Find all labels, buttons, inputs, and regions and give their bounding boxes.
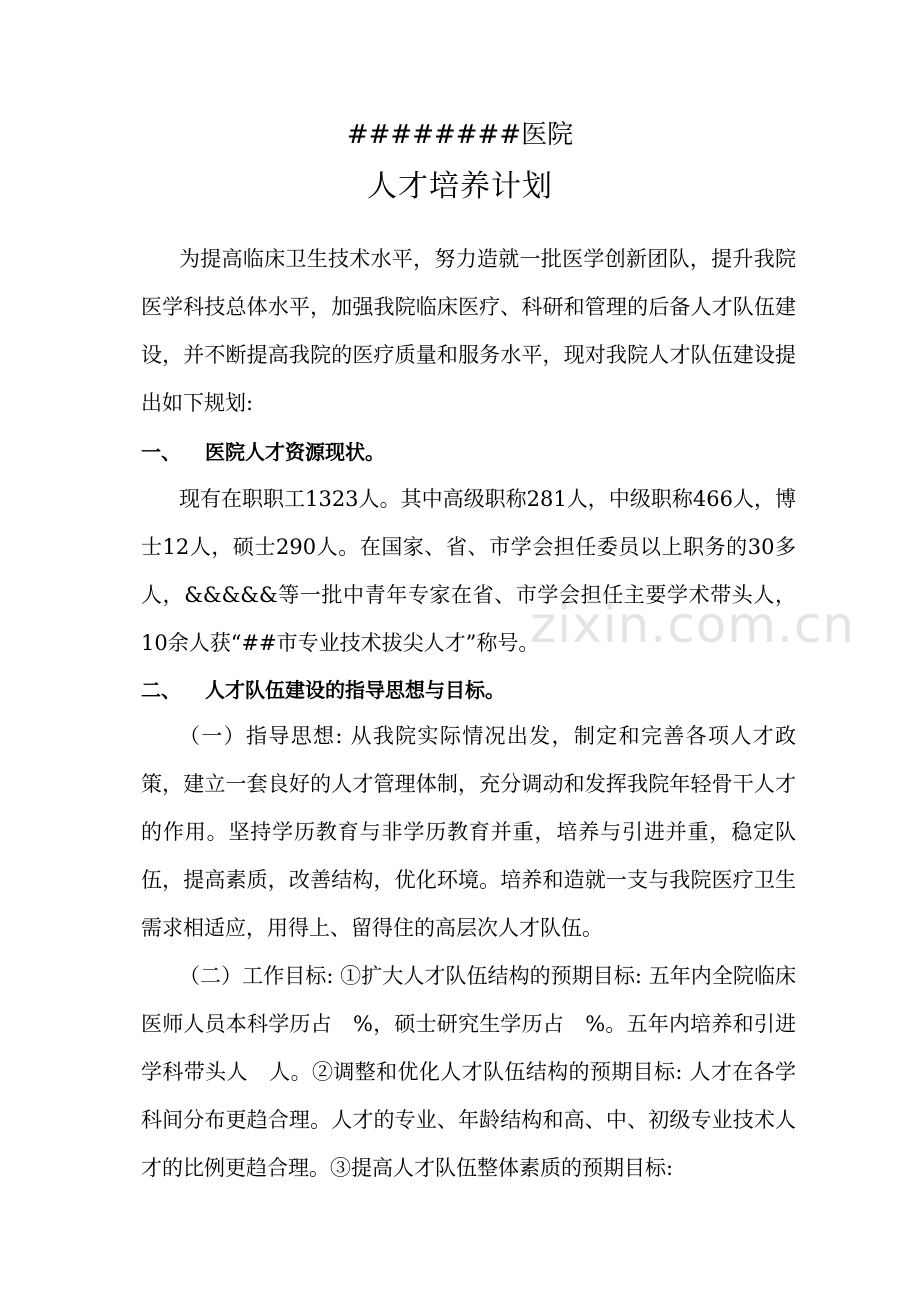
section2-heading [141,670,796,710]
section2-goals-paragraph: （二）工作目标: ①扩大人才队伍结构的预期目标: 五年内全院临床医师人员本科学历占 %，硕士研究生学历占 %。五年内培养和引进学科带头人 人。②调整和优化人才队伍结构的预期目标: 人才在各学科间分布更趋合理。人才的专业、年龄结构和高、中、初级专业技术人才的比例更趋合理。③提高人才队伍整体素质的预期目标: [141,964,796,1180]
section1-heading [141,432,796,472]
section2-heading-text: 人才队伍建设的指导思想与目标。 [205,678,505,702]
document-title-plan: 人才培养计划 [367,169,553,204]
section1-paragraph: 现有在职职工1323人。其中高级职称281人，中级职称466人，博士12人，硕士290人。在国家、省、市学会担任委员以上职务的30多人，&&&&&等一批中青年专家在省、市学会担任主要学术带头人，10余人获“##市专业技术拔尖人才”称号。 [141,487,796,655]
section1-heading-text: 医院人才资源现状。 [205,440,385,464]
watermark-text: zixin.com.cn [530,596,856,654]
section1-number: 一、 [141,440,181,464]
document-title-hospital: ########医院 [346,120,574,150]
section2-number: 二、 [141,678,181,702]
intro-paragraph: 为提高临床卫生技术水平，努力造就一批医学创新团队，提升我院医学科技总体水平，加强我院临床医疗、科研和管理的后备人才队伍建设，并不断提高我院的医疗质量和服务水平，现对我院人才队伍建设提出如下规划: [141,247,796,415]
section2-guiding-paragraph: （一）指导思想: 从我院实际情况出发，制定和完善各项人才政策，建立一套良好的人才管理体制，充分调动和发挥我院年轻骨干人才的作用。坚持学历教育与非学历教育并重，培养与引进并重，稳定队伍，提高素质，改善结构，优化环境。培养和造就一支与我院医疗卫生需求相适应，用得上、留得住的高层次人才队伍。 [141,724,796,940]
